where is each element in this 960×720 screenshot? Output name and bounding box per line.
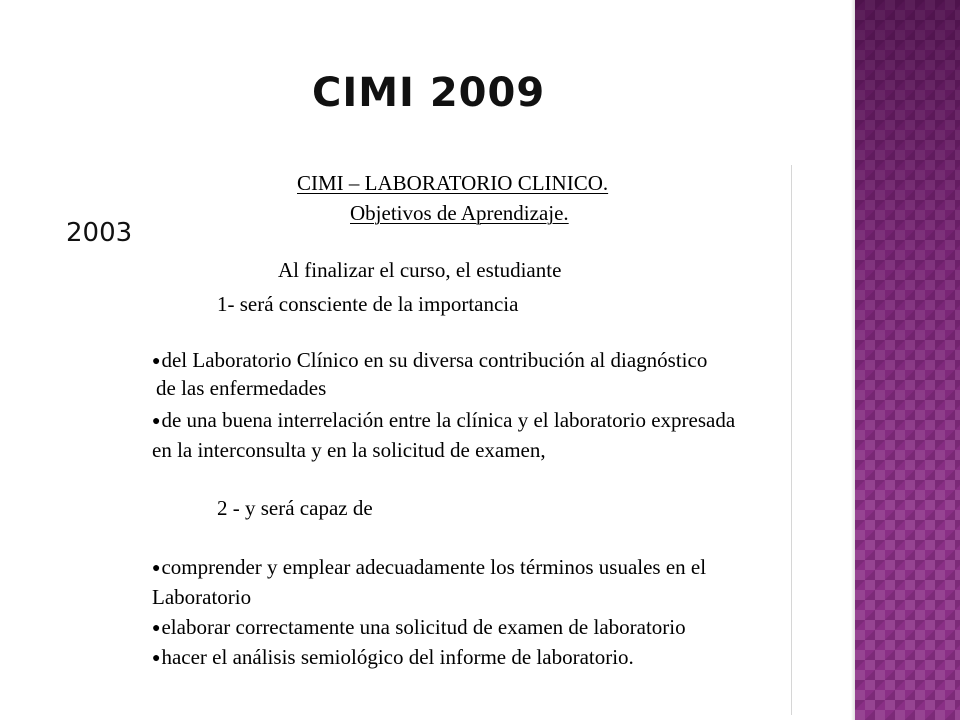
bullet-continuation: de las enfermedades bbox=[156, 376, 327, 400]
bullet-text: de una buena interrelación entre la clínica y el laboratorio expresada bbox=[161, 408, 736, 432]
bullet-item bbox=[152, 646, 634, 670]
decorative-side-band bbox=[855, 0, 960, 720]
intro-text: Al finalizar el curso, el estudiante bbox=[278, 258, 562, 282]
bullet-icon: ● bbox=[152, 651, 161, 666]
point-two: 2 - y será capaz de bbox=[217, 496, 373, 520]
bullet-text: del Laboratorio Clínico en su diversa contribución al diagnóstico bbox=[161, 348, 708, 372]
bullet-icon: ● bbox=[152, 414, 161, 429]
bullet-icon: ● bbox=[152, 621, 161, 636]
slide-title: CIMI 2009 bbox=[312, 70, 546, 116]
bullet-item bbox=[152, 616, 686, 640]
bullet-text: comprender y emplear adecuadamente los términos usuales en el bbox=[161, 555, 707, 579]
bullet-continuation: en la interconsulta y en la solicitud de examen, bbox=[152, 438, 546, 462]
bullet-icon: ● bbox=[152, 354, 161, 369]
bullet-text: elaborar correctamente una solicitud de examen de laboratorio bbox=[161, 615, 686, 639]
document-subheading: Objetivos de Aprendizaje. bbox=[350, 201, 569, 225]
bullet-text: hacer el análisis semiológico del informe de laboratorio. bbox=[161, 645, 634, 669]
bullet-continuation: Laboratorio bbox=[152, 585, 252, 609]
bullet-item bbox=[152, 409, 735, 433]
scanned-document bbox=[140, 162, 790, 718]
document-heading: CIMI – LABORATORIO CLINICO. bbox=[297, 171, 609, 195]
document-edge bbox=[791, 165, 792, 715]
bullet-item bbox=[152, 349, 707, 373]
bullet-item bbox=[152, 556, 706, 580]
year-label: 2003 bbox=[66, 218, 133, 248]
point-one: 1- será consciente de la importancia bbox=[217, 292, 519, 316]
bullet-icon: ● bbox=[152, 561, 161, 576]
